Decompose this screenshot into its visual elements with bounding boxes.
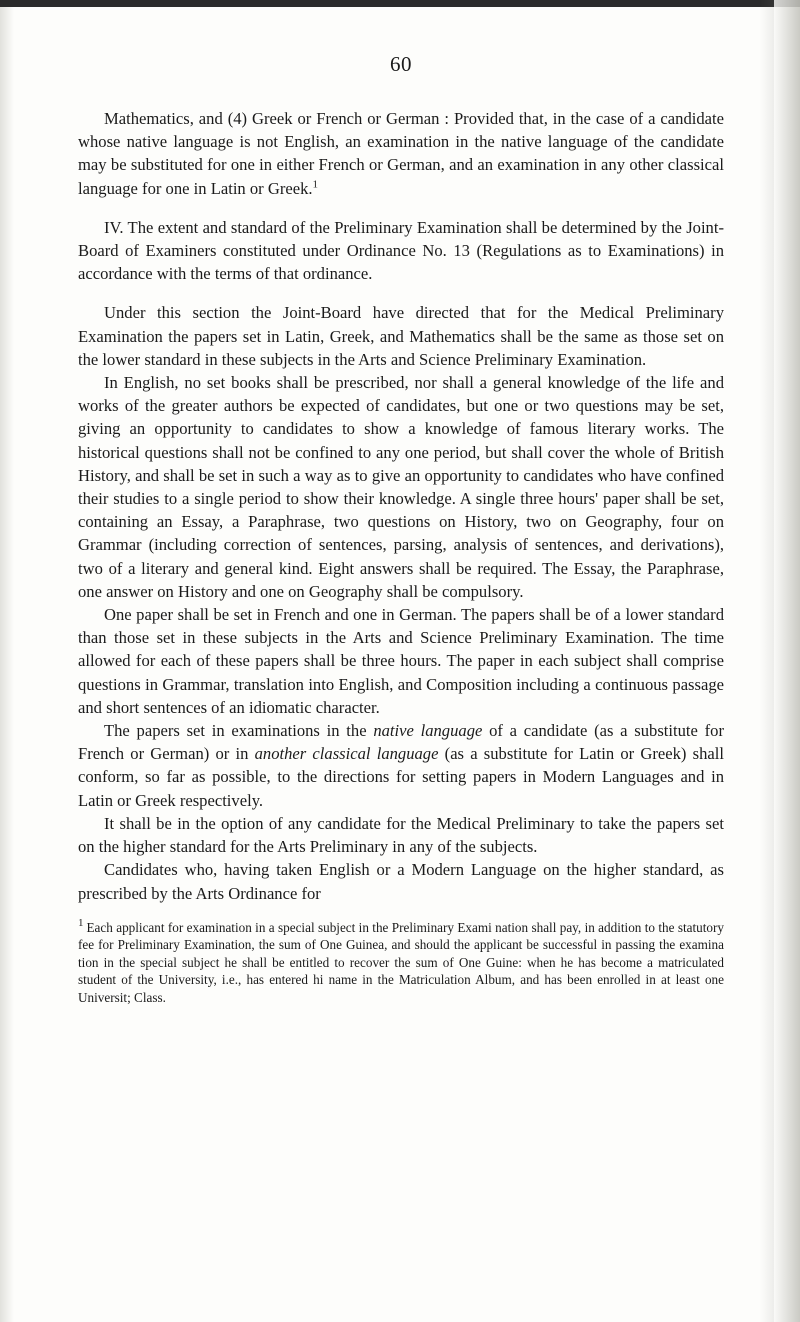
paragraph-option: It shall be in the option of any candidate for the Medical Preliminary to take the papers set on the higher standard for the Arts Preliminary in any of the subjects. (78, 813, 724, 857)
paragraph-mathematics-text: Mathematics, and (4) Greek or French or German : Provided that, in the case of a candidate whose native language is not English, an examination in the native language of the candidate may be substituted for one in either French or German, and an examination in any other classical language for one in Latin or Greek. (78, 109, 724, 198)
paragraph-in-english: In English, no set books shall be prescribed, nor shall a general knowledge of the life and works of the greater authors be expected of candidates, but one or two questions may be set, giving an opportunity to candidates to show a knowledge of famous literary works. The historical questions shall not be confined to any one period, but shall cover the whole of British History, and shall be set in such a way as to give an opportunity to candidates who have confined their studies to a single period to show their knowledge. A single three hours' paper shall be set, containing an Essay, a Paraphrase, two questions on History, two on Geography, four on Grammar (including correction of sentences, parsing, analysis of sentences, and derivations), two of a literary and general kind. Eight answers shall be required. The Essay, the Paraphrase, one answer on History and one on Geography shall be compulsory. (78, 373, 724, 601)
footnote-marker: 1 (78, 917, 84, 930)
footnote-body: Each applicant for examination in a special subject in the Preliminary Exami nation shall pay, in addition to the statutory fee for Preliminary Examination, the sum of One Guinea, and should the applicant be successful in passing the examina tion in the special subject he shall be entitled to recover the sum of One Guine: when he has become a matriculated student of the University, i.e., has entered hi name in the Matriculation Album, and has been enrolled in at least one Universit; Class. (78, 919, 724, 1006)
paragraph-under-this-section: Under this section the Joint-Board have directed that for the Medical Preliminary Examination the papers set in Latin, Greek, and Mathematics shall be the same as those set on the lower standard in these subjects in the Arts and Science Preliminary Examination. (78, 303, 724, 369)
native-language-part-3: (as a substitute for Latin or Greek) shall conform, so far as possible, to the directions for setting papers in Modern Languages and in Latin or Greek respectively. (78, 744, 724, 810)
native-language-part-2: of a candidate (as a substitute for French or German) or in (78, 721, 724, 764)
footnote-block (78, 919, 724, 1007)
native-language-italic-2: another classical language (254, 744, 439, 764)
native-language-part-1: The papers set in examinations in the (104, 721, 374, 741)
paragraph-iv-extent: IV. The extent and standard of the Preliminary Examination shall be determined by the Joint-Board of Examiners constituted under Ordinance No. 13 (Regulations as to Examinations) in accordance with the terms of that ordinance. (78, 217, 724, 284)
paragraph-native-language (78, 719, 724, 812)
paragraph-candidates-english: Candidates who, having taken English or a Modern Language on the higher standard, as prescribed by the Arts Ordinance for (78, 860, 724, 903)
scan-edge-shadow (760, 0, 800, 1322)
native-language-italic-1: native language (373, 721, 483, 741)
paragraph-mathematics (78, 107, 724, 200)
paragraph-one-paper: One paper shall be set in French and one in German. The papers shall be of a lower standard than those set in these subjects in the Arts and Science Preliminary Examination. The time allowed for each of these papers shall be three hours. The paper in each subject shall comprise questions in Grammar, translation into English, and Composition including a continuous passage and short sentences of an idiomatic character. (78, 605, 724, 717)
footnote-reference: 1 (312, 178, 319, 191)
page-number: 60 (390, 52, 412, 76)
footnote-text-line (78, 919, 724, 1007)
page-top-rule (0, 0, 800, 7)
page-content (78, 52, 724, 1007)
